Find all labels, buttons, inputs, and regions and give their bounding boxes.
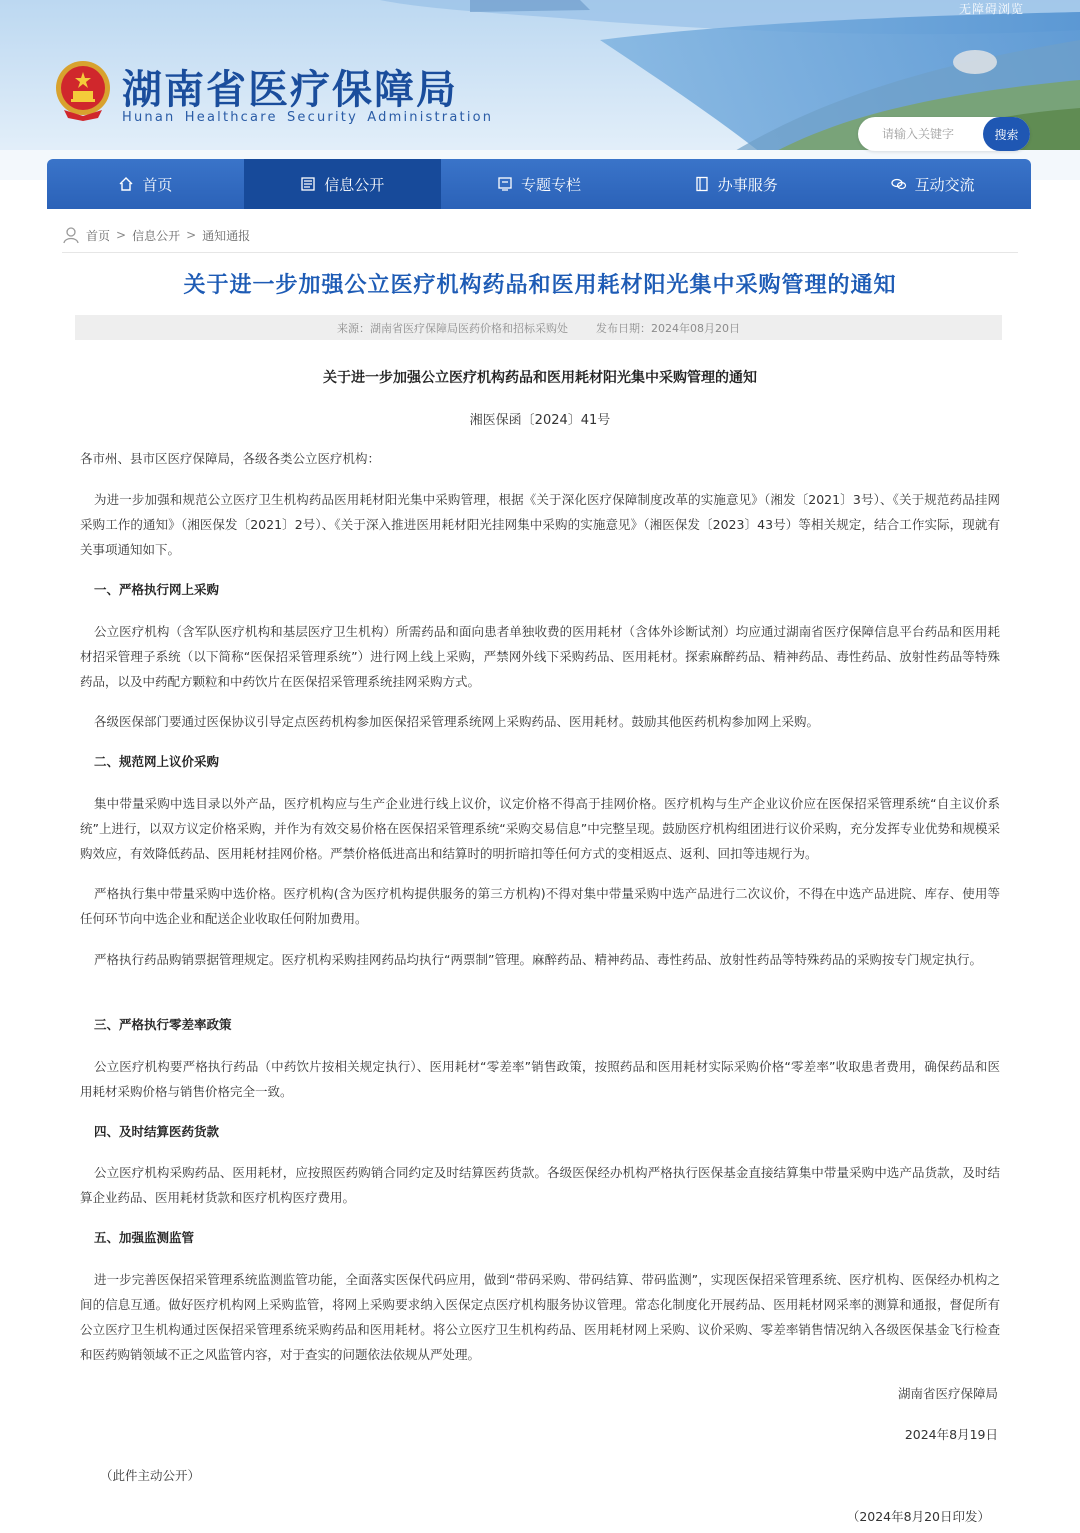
- site-title: 湖南省医疗保障局: [122, 66, 458, 113]
- search-button[interactable]: 搜索: [983, 117, 1030, 151]
- site-subtitle: Hunan Healthcare Security Administration: [122, 110, 494, 125]
- breadcrumb-divider: [62, 252, 1018, 253]
- nav-item-home[interactable]: [47, 159, 244, 209]
- home-icon: [118, 176, 134, 192]
- section-heading: 五、加强监测监管: [94, 1230, 195, 1245]
- nav-item-special-topics[interactable]: [441, 159, 638, 209]
- addressee: 各市州、县市区医疗保障局，各级各类公立医疗机构：: [80, 451, 381, 466]
- nav-label: 信息公开: [324, 175, 385, 194]
- search-input[interactable]: [858, 117, 982, 151]
- section-paragraph: 严格执行药品购销票据管理规定。医疗机构采购挂网药品均执行“两票制”管理。麻醉药品、精神药品、毒性药品、放射性药品等特殊药品的采购按专门规定执行。: [94, 952, 982, 967]
- section-heading: 三、严格执行零差率政策: [94, 1017, 232, 1032]
- national-emblem-icon: [52, 58, 114, 122]
- location-user-icon: [62, 226, 80, 244]
- chat-bubbles-icon: [891, 176, 907, 192]
- article-meta-bar: [75, 315, 1002, 340]
- nav-label: 互动交流: [914, 175, 975, 194]
- section-paragraph: 严格执行集中带量采购中选价格。医疗机构(含为医疗机构提供服务的第三方机构)不得对集中带量采购中选产品进行二次议价，不得在中选产品进院、库存、使用等任何环节向中选企业和配送企业收取任何附加费用。: [80, 886, 1000, 926]
- main-nav: [47, 159, 1031, 209]
- page-title: 关于进一步加强公立医疗机构药品和医用耗材阳光集中采购管理的通知: [183, 273, 897, 298]
- section-heading: 四、及时结算医药货款: [94, 1124, 220, 1139]
- service-doc-icon: [694, 176, 710, 192]
- breadcrumb-notices[interactable]: 通知通报: [202, 228, 251, 243]
- section-paragraph: 集中带量采购中选目录以外产品，医疗机构应与生产企业进行线上议价，议定价格不得高于挂网价格。医疗机构与生产企业议价应在医保招采管理系统“自主议价系统”上进行，以双方议定价格采购，并作为有效交易价格在医保招采管理系统“采购交易信息”中完整呈现。鼓励医疗机构组团进行议价采购，充分发挥专业优势和规模采购效应，有效降低药品、医用耗材挂网价格。严禁价格低进高出和结算时的明折暗扣等任何方式的变相返点、返利、回扣等违规行为。: [80, 796, 1000, 861]
- breadcrumb: [62, 224, 250, 246]
- article-source: 来源：湖南省医疗保障局医药价格和招标采购处: [337, 321, 568, 335]
- section-heading: 一、严格执行网上采购: [94, 582, 220, 597]
- breadcrumb-home[interactable]: 首页: [86, 228, 111, 243]
- section-paragraph: 公立医疗机构（含军队医疗机构和基层医疗卫生机构）所需药品和面向患者单独收费的医用耗材（含体外诊断试剂）均应通过湖南省医疗保障信息平台药品和医用耗材招采管理子系统（以下简称“医保招采管理系统”）进行网上线上采购，严禁网外线下采购药品、医用耗材。探索麻醉药品、精神药品、毒性药品、放射性药品等特殊药品，以及中药配方颗粒和中药饮片在医保招采管理系统挂网采购方式。: [80, 624, 1000, 689]
- breadcrumb-info-disclosure[interactable]: 信息公开: [132, 228, 181, 243]
- section-paragraph: 各级医保部门要通过医保协议引导定点医药机构参加医保招采管理系统网上采购药品、医用耗材。鼓励其他医药机构参加网上采购。: [94, 714, 820, 729]
- intro-paragraph: 为进一步加强和规范公立医疗卫生机构药品医用耗材阳光集中采购管理，根据《关于深化医疗保障制度改革的实施意见》（湘发〔2021〕3号）、《关于规范药品挂网采购工作的通知》（湘医保发〔2021〕2号）、《关于深入推进医用耗材阳光挂网集中采购的实施意见》（湘医保发〔2023〕43号）等相关规定，结合工作实际，现就有关事项通知如下。: [80, 492, 1000, 557]
- nav-item-interaction[interactable]: [834, 159, 1031, 209]
- document-title: 关于进一步加强公立医疗机构药品和医用耗材阳光集中采购管理的通知: [323, 370, 757, 386]
- nav-label: 首页: [142, 175, 173, 194]
- section-heading: 二、规范网上议价采购: [94, 754, 220, 769]
- signing-date: 2024年8月19日: [904, 1427, 998, 1442]
- article-publish-date: 发布日期：2024年08月20日: [596, 321, 740, 335]
- search-box: [858, 117, 1030, 151]
- site-header: [0, 0, 1080, 180]
- breadcrumb-separator: >: [186, 228, 197, 242]
- section-paragraph: 公立医疗机构要严格执行药品（中药饮片按相关规定执行）、医用耗材“零差率”销售政策，按照药品和医用耗材实际采购价格“零差率”收取患者费用，确保药品和医用耗材采购价格与销售价格完全一致。: [80, 1059, 1000, 1099]
- breadcrumb-separator: >: [116, 228, 127, 242]
- nav-item-services[interactable]: [637, 159, 834, 209]
- public-disclosure-note: （此件主动公开）: [100, 1468, 201, 1483]
- print-date: （2024年8月20日印发）: [846, 1509, 990, 1524]
- nav-item-info-disclosure[interactable]: [244, 159, 441, 209]
- nav-label: 办事服务: [717, 175, 778, 194]
- section-paragraph: 公立医疗机构采购药品、医用耗材，应按照医药购销合同约定及时结算医药货款。各级医保经办机构严格执行医保基金直接结算集中带量采购中选产品货款，及时结算企业药品、医用耗材货款和医疗机构医疗费用。: [80, 1165, 1000, 1205]
- nav-label: 专题专栏: [520, 175, 581, 194]
- section-paragraph: 进一步完善医保招采管理系统监测监管功能，全面落实医保代码应用，做到“带码采购、带码结算、带码监测”，实现医保招采管理系统、医疗机构、医保经办机构之间的信息互通。做好医疗机构网上采购监管，将网上采购要求纳入医保定点医疗机构服务协议管理。常态化制度化开展药品、医用耗材网采率的测算和通报，督促所有公立医疗卫生机构通过医保招采管理系统采购药品和医用耗材。将公立医疗卫生机构药品、医用耗材网上采购、议价采购、零差率销售情况纳入各级医保基金飞行检查和医药购销领域不正之风监管内容，对于查实的问题依法依规从严处理。: [80, 1272, 1000, 1362]
- signing-organization: 湖南省医疗保障局: [897, 1386, 998, 1401]
- topic-board-icon: [497, 176, 513, 192]
- document-number: 湘医保函〔2024〕41号: [469, 413, 611, 428]
- accessibility-link[interactable]: 无障碍浏览: [958, 2, 1024, 16]
- document-list-icon: [300, 176, 316, 192]
